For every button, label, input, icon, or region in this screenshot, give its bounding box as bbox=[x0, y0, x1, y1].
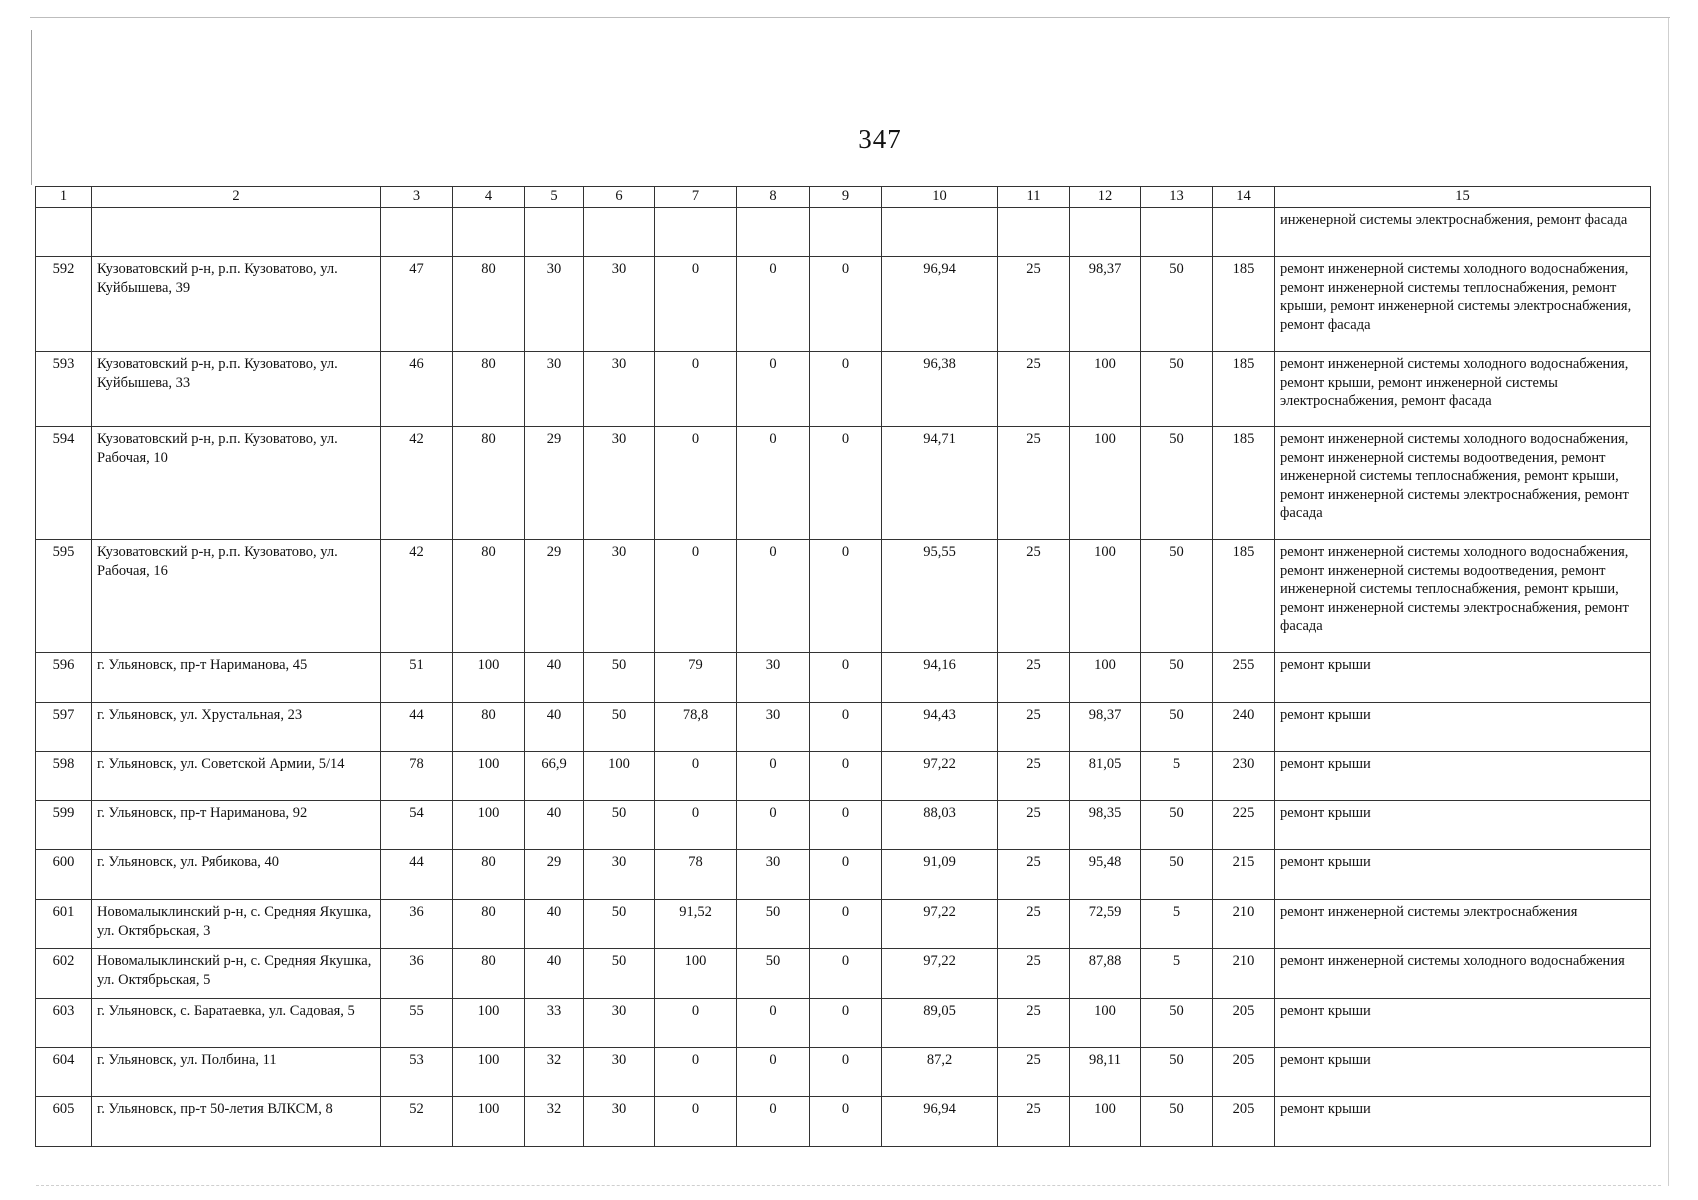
col4-cell: 80 bbox=[453, 850, 525, 900]
col4-cell: 100 bbox=[453, 801, 525, 850]
address-cell: г. Ульяновск, пр-т 50-летия ВЛКСМ, 8 bbox=[92, 1097, 381, 1147]
table-row bbox=[36, 352, 1651, 427]
column-numbers-row bbox=[36, 187, 1651, 208]
col4-cell: 80 bbox=[453, 540, 525, 653]
repair-work-cell: ремонт крыши bbox=[1275, 1097, 1651, 1147]
col3-cell: 46 bbox=[381, 352, 453, 427]
col10-cell: 94,71 bbox=[882, 427, 998, 540]
col14-cell: 210 bbox=[1213, 949, 1275, 999]
column-header: 6 bbox=[584, 187, 655, 208]
col6-cell: 30 bbox=[584, 540, 655, 653]
col10-cell: 97,22 bbox=[882, 752, 998, 801]
repair-work-cell: ремонт инженерной системы холодного водоснабжения, ремонт крыши, ремонт инженерной системы электроснабжения, ремонт фасада bbox=[1275, 352, 1651, 427]
col14-cell: 185 bbox=[1213, 540, 1275, 653]
col12-cell: 72,59 bbox=[1070, 900, 1141, 949]
col4-cell: 80 bbox=[453, 257, 525, 352]
address-cell: Кузоватовский р-н, р.п. Кузоватово, ул. Рабочая, 16 bbox=[92, 540, 381, 653]
col6-cell: 100 bbox=[584, 752, 655, 801]
col9-cell: 0 bbox=[810, 900, 882, 949]
col5-cell: 40 bbox=[525, 949, 584, 999]
table-row bbox=[36, 427, 1651, 540]
column-header: 12 bbox=[1070, 187, 1141, 208]
address-cell: Новомалыклинский р-н, с. Средняя Якушка, ул. Октябрьская, 3 bbox=[92, 900, 381, 949]
col3-cell: 36 bbox=[381, 949, 453, 999]
col9-cell: 0 bbox=[810, 949, 882, 999]
col3-cell: 78 bbox=[381, 752, 453, 801]
address-cell: Новомалыклинский р-н, с. Средняя Якушка, ул. Октябрьская, 5 bbox=[92, 949, 381, 999]
page-border-right bbox=[1668, 18, 1669, 1186]
col9-cell: 0 bbox=[810, 1097, 882, 1147]
repair-work-cell: инженерной системы электроснабжения, ремонт фасада bbox=[1275, 208, 1651, 257]
col4-cell: 100 bbox=[453, 752, 525, 801]
table-row bbox=[36, 850, 1651, 900]
address-cell: г. Ульяновск, пр-т Нариманова, 92 bbox=[92, 801, 381, 850]
col6-cell: 50 bbox=[584, 703, 655, 752]
table-row bbox=[36, 999, 1651, 1048]
column-header: 2 bbox=[92, 187, 381, 208]
col10-cell: 89,05 bbox=[882, 999, 998, 1048]
col14-cell: 185 bbox=[1213, 427, 1275, 540]
col12-cell: 95,48 bbox=[1070, 850, 1141, 900]
row-number-cell: 597 bbox=[36, 703, 92, 752]
address-cell: Кузоватовский р-н, р.п. Кузоватово, ул. Куйбышева, 33 bbox=[92, 352, 381, 427]
col8-cell: 50 bbox=[737, 900, 810, 949]
col13-cell: 5 bbox=[1141, 752, 1213, 801]
col13-cell: 50 bbox=[1141, 703, 1213, 752]
col12-cell: 98,35 bbox=[1070, 801, 1141, 850]
col11-cell: 25 bbox=[998, 257, 1070, 352]
col5-cell: 40 bbox=[525, 653, 584, 703]
table-row bbox=[36, 653, 1651, 703]
col11-cell: 25 bbox=[998, 1097, 1070, 1147]
col8-cell: 30 bbox=[737, 850, 810, 900]
col7-cell: 0 bbox=[655, 257, 737, 352]
col9-cell: 0 bbox=[810, 999, 882, 1048]
col9-cell: 0 bbox=[810, 427, 882, 540]
col14-cell: 240 bbox=[1213, 703, 1275, 752]
repair-work-cell: ремонт инженерной системы холодного водоснабжения bbox=[1275, 949, 1651, 999]
col8-cell: 0 bbox=[737, 1048, 810, 1097]
col3-cell: 54 bbox=[381, 801, 453, 850]
col7-cell: 79 bbox=[655, 653, 737, 703]
table-row bbox=[36, 949, 1651, 999]
col7-cell: 0 bbox=[655, 1097, 737, 1147]
col5-cell: 29 bbox=[525, 850, 584, 900]
col5-cell: 29 bbox=[525, 540, 584, 653]
col11-cell: 25 bbox=[998, 801, 1070, 850]
address-cell: г. Ульяновск, пр-т Нариманова, 45 bbox=[92, 653, 381, 703]
address-cell: г. Ульяновск, ул. Хрустальная, 23 bbox=[92, 703, 381, 752]
row-number-cell: 601 bbox=[36, 900, 92, 949]
col4-cell: 100 bbox=[453, 1097, 525, 1147]
col5-cell: 30 bbox=[525, 257, 584, 352]
col7-cell: 0 bbox=[655, 1048, 737, 1097]
col11-cell: 25 bbox=[998, 703, 1070, 752]
col14-cell: 185 bbox=[1213, 352, 1275, 427]
address-cell: г. Ульяновск, ул. Полбина, 11 bbox=[92, 1048, 381, 1097]
col12-cell: 81,05 bbox=[1070, 752, 1141, 801]
repair-work-cell: ремонт крыши bbox=[1275, 653, 1651, 703]
row-number-cell: 602 bbox=[36, 949, 92, 999]
col13-cell: 50 bbox=[1141, 850, 1213, 900]
col11-cell: 25 bbox=[998, 752, 1070, 801]
col4-cell: 80 bbox=[453, 703, 525, 752]
col10-cell: 96,38 bbox=[882, 352, 998, 427]
col9-cell: 0 bbox=[810, 703, 882, 752]
col3-cell: 52 bbox=[381, 1097, 453, 1147]
repair-work-cell: ремонт крыши bbox=[1275, 703, 1651, 752]
col9-cell: 0 bbox=[810, 752, 882, 801]
col4-cell: 100 bbox=[453, 999, 525, 1048]
col13-cell: 50 bbox=[1141, 427, 1213, 540]
col7-cell: 0 bbox=[655, 999, 737, 1048]
col11-cell: 25 bbox=[998, 540, 1070, 653]
col8-cell: 50 bbox=[737, 949, 810, 999]
table-body bbox=[36, 208, 1651, 1147]
table-row bbox=[36, 703, 1651, 752]
col8-cell: 0 bbox=[737, 352, 810, 427]
col6-cell: 50 bbox=[584, 653, 655, 703]
col14-cell: 255 bbox=[1213, 653, 1275, 703]
col11-cell: 25 bbox=[998, 352, 1070, 427]
col5-cell: 29 bbox=[525, 427, 584, 540]
col5-cell: 40 bbox=[525, 900, 584, 949]
col10-cell: 96,94 bbox=[882, 257, 998, 352]
col14-cell: 205 bbox=[1213, 1097, 1275, 1147]
col7-cell: 100 bbox=[655, 949, 737, 999]
col4-cell: 100 bbox=[453, 1048, 525, 1097]
col3-cell: 47 bbox=[381, 257, 453, 352]
col10-cell: 95,55 bbox=[882, 540, 998, 653]
table-row bbox=[36, 900, 1651, 949]
col3-cell: 53 bbox=[381, 1048, 453, 1097]
col9-cell: 0 bbox=[810, 1048, 882, 1097]
page-number: 347 bbox=[858, 124, 902, 154]
col13-cell: 5 bbox=[1141, 949, 1213, 999]
col10-cell: 87,2 bbox=[882, 1048, 998, 1097]
repair-work-cell: ремонт крыши bbox=[1275, 801, 1651, 850]
col13-cell: 50 bbox=[1141, 999, 1213, 1048]
row-number-cell: 592 bbox=[36, 257, 92, 352]
column-header: 5 bbox=[525, 187, 584, 208]
col6-cell: 30 bbox=[584, 257, 655, 352]
row-number-cell: 604 bbox=[36, 1048, 92, 1097]
col13-cell: 50 bbox=[1141, 1048, 1213, 1097]
col5-cell: 32 bbox=[525, 1048, 584, 1097]
col14-cell: 215 bbox=[1213, 850, 1275, 900]
col10-cell: 94,43 bbox=[882, 703, 998, 752]
col4-cell: 80 bbox=[453, 949, 525, 999]
col11-cell: 25 bbox=[998, 900, 1070, 949]
col12-cell: 100 bbox=[1070, 653, 1141, 703]
col12-cell: 98,37 bbox=[1070, 257, 1141, 352]
col6-cell: 30 bbox=[584, 352, 655, 427]
col8-cell: 30 bbox=[737, 653, 810, 703]
table-row bbox=[36, 1048, 1651, 1097]
table-row bbox=[36, 752, 1651, 801]
col11-cell: 25 bbox=[998, 949, 1070, 999]
column-header: 13 bbox=[1141, 187, 1213, 208]
repair-work-cell: ремонт инженерной системы электроснабжения bbox=[1275, 900, 1651, 949]
col13-cell: 50 bbox=[1141, 801, 1213, 850]
col11-cell: 25 bbox=[998, 1048, 1070, 1097]
col7-cell: 0 bbox=[655, 540, 737, 653]
col3-cell: 42 bbox=[381, 427, 453, 540]
col11-cell: 25 bbox=[998, 999, 1070, 1048]
col9-cell: 0 bbox=[810, 801, 882, 850]
col10-cell: 97,22 bbox=[882, 900, 998, 949]
repair-work-cell: ремонт крыши bbox=[1275, 999, 1651, 1048]
col7-cell: 0 bbox=[655, 352, 737, 427]
column-header: 7 bbox=[655, 187, 737, 208]
address-cell: г. Ульяновск, с. Баратаевка, ул. Садовая, 5 bbox=[92, 999, 381, 1048]
page-border-bottom bbox=[36, 1185, 1661, 1186]
col5-cell: 33 bbox=[525, 999, 584, 1048]
col6-cell: 30 bbox=[584, 999, 655, 1048]
col3-cell: 51 bbox=[381, 653, 453, 703]
column-header: 15 bbox=[1275, 187, 1651, 208]
col14-cell: 225 bbox=[1213, 801, 1275, 850]
row-number-cell: 596 bbox=[36, 653, 92, 703]
col6-cell: 30 bbox=[584, 1097, 655, 1147]
col6-cell: 30 bbox=[584, 427, 655, 540]
col8-cell: 0 bbox=[737, 801, 810, 850]
col5-cell: 40 bbox=[525, 801, 584, 850]
row-number-cell: 598 bbox=[36, 752, 92, 801]
col4-cell: 80 bbox=[453, 427, 525, 540]
col10-cell: 96,94 bbox=[882, 1097, 998, 1147]
col8-cell: 0 bbox=[737, 752, 810, 801]
col8-cell: 0 bbox=[737, 999, 810, 1048]
col9-cell: 0 bbox=[810, 540, 882, 653]
col6-cell: 30 bbox=[584, 850, 655, 900]
column-header: 10 bbox=[882, 187, 998, 208]
row-number-cell: 600 bbox=[36, 850, 92, 900]
col14-cell: 210 bbox=[1213, 900, 1275, 949]
col5-cell: 32 bbox=[525, 1097, 584, 1147]
col7-cell: 78 bbox=[655, 850, 737, 900]
col12-cell: 100 bbox=[1070, 999, 1141, 1048]
col4-cell: 80 bbox=[453, 352, 525, 427]
col14-cell: 230 bbox=[1213, 752, 1275, 801]
col3-cell: 55 bbox=[381, 999, 453, 1048]
column-header: 9 bbox=[810, 187, 882, 208]
continuation-row bbox=[36, 208, 1651, 257]
col12-cell: 100 bbox=[1070, 1097, 1141, 1147]
col10-cell: 91,09 bbox=[882, 850, 998, 900]
page-border-left bbox=[31, 30, 32, 185]
col14-cell: 205 bbox=[1213, 999, 1275, 1048]
col8-cell: 0 bbox=[737, 1097, 810, 1147]
page-border-top bbox=[30, 17, 1670, 18]
col12-cell: 100 bbox=[1070, 427, 1141, 540]
col5-cell: 40 bbox=[525, 703, 584, 752]
col7-cell: 91,52 bbox=[655, 900, 737, 949]
col11-cell: 25 bbox=[998, 653, 1070, 703]
col5-cell: 30 bbox=[525, 352, 584, 427]
table-row bbox=[36, 801, 1651, 850]
row-number-cell: 593 bbox=[36, 352, 92, 427]
column-header: 11 bbox=[998, 187, 1070, 208]
col7-cell: 0 bbox=[655, 427, 737, 540]
address-cell: Кузоватовский р-н, р.п. Кузоватово, ул. Рабочая, 10 bbox=[92, 427, 381, 540]
col14-cell: 185 bbox=[1213, 257, 1275, 352]
repair-work-cell: ремонт инженерной системы холодного водоснабжения, ремонт инженерной системы водоотведения, ремонт инженерной системы теплоснабжения, ремонт крыши, ремонт инженерной системы электроснабжения, ремонт фасада bbox=[1275, 540, 1651, 653]
repair-work-cell: ремонт крыши bbox=[1275, 752, 1651, 801]
col9-cell: 0 bbox=[810, 257, 882, 352]
row-number-cell: 599 bbox=[36, 801, 92, 850]
address-cell: г. Ульяновск, ул. Рябикова, 40 bbox=[92, 850, 381, 900]
col13-cell: 50 bbox=[1141, 352, 1213, 427]
col13-cell: 50 bbox=[1141, 653, 1213, 703]
col3-cell: 44 bbox=[381, 703, 453, 752]
column-header: 4 bbox=[453, 187, 525, 208]
col12-cell: 98,11 bbox=[1070, 1048, 1141, 1097]
col8-cell: 30 bbox=[737, 703, 810, 752]
col3-cell: 44 bbox=[381, 850, 453, 900]
col9-cell: 0 bbox=[810, 653, 882, 703]
col3-cell: 36 bbox=[381, 900, 453, 949]
row-number-cell: 594 bbox=[36, 427, 92, 540]
col5-cell: 66,9 bbox=[525, 752, 584, 801]
col6-cell: 30 bbox=[584, 1048, 655, 1097]
table-header bbox=[36, 187, 1651, 208]
col10-cell: 88,03 bbox=[882, 801, 998, 850]
register-table bbox=[35, 186, 1651, 1147]
address-cell: г. Ульяновск, ул. Советской Армии, 5/14 bbox=[92, 752, 381, 801]
row-number-cell: 603 bbox=[36, 999, 92, 1048]
table-row bbox=[36, 1097, 1651, 1147]
col4-cell: 80 bbox=[453, 900, 525, 949]
col3-cell: 42 bbox=[381, 540, 453, 653]
col8-cell: 0 bbox=[737, 257, 810, 352]
repair-work-cell: ремонт инженерной системы холодного водоснабжения, ремонт инженерной системы теплоснабжения, ремонт крыши, ремонт инженерной системы электроснабжения, ремонт фасада bbox=[1275, 257, 1651, 352]
table-row bbox=[36, 540, 1651, 653]
col7-cell: 0 bbox=[655, 801, 737, 850]
row-number-cell: 605 bbox=[36, 1097, 92, 1147]
row-number-cell: 595 bbox=[36, 540, 92, 653]
column-header: 1 bbox=[36, 187, 92, 208]
col9-cell: 0 bbox=[810, 352, 882, 427]
col9-cell: 0 bbox=[810, 850, 882, 900]
table-row bbox=[36, 257, 1651, 352]
column-header: 8 bbox=[737, 187, 810, 208]
col10-cell: 97,22 bbox=[882, 949, 998, 999]
repair-work-cell: ремонт крыши bbox=[1275, 850, 1651, 900]
column-header: 3 bbox=[381, 187, 453, 208]
col4-cell: 100 bbox=[453, 653, 525, 703]
col7-cell: 0 bbox=[655, 752, 737, 801]
col12-cell: 98,37 bbox=[1070, 703, 1141, 752]
col8-cell: 0 bbox=[737, 540, 810, 653]
column-header: 14 bbox=[1213, 187, 1275, 208]
col8-cell: 0 bbox=[737, 427, 810, 540]
col13-cell: 50 bbox=[1141, 1097, 1213, 1147]
col6-cell: 50 bbox=[584, 949, 655, 999]
col7-cell: 78,8 bbox=[655, 703, 737, 752]
address-cell: Кузоватовский р-н, р.п. Кузоватово, ул. Куйбышева, 39 bbox=[92, 257, 381, 352]
col12-cell: 100 bbox=[1070, 352, 1141, 427]
repair-work-cell: ремонт инженерной системы холодного водоснабжения, ремонт инженерной системы водоотведения, ремонт инженерной системы теплоснабжения, ремонт крыши, ремонт инженерной системы электроснабжения, ремонт фасада bbox=[1275, 427, 1651, 540]
col11-cell: 25 bbox=[998, 850, 1070, 900]
col12-cell: 100 bbox=[1070, 540, 1141, 653]
col13-cell: 50 bbox=[1141, 540, 1213, 653]
col13-cell: 50 bbox=[1141, 257, 1213, 352]
col12-cell: 87,88 bbox=[1070, 949, 1141, 999]
col6-cell: 50 bbox=[584, 900, 655, 949]
repair-work-cell: ремонт крыши bbox=[1275, 1048, 1651, 1097]
col13-cell: 5 bbox=[1141, 900, 1213, 949]
col6-cell: 50 bbox=[584, 801, 655, 850]
col10-cell: 94,16 bbox=[882, 653, 998, 703]
col11-cell: 25 bbox=[998, 427, 1070, 540]
col14-cell: 205 bbox=[1213, 1048, 1275, 1097]
